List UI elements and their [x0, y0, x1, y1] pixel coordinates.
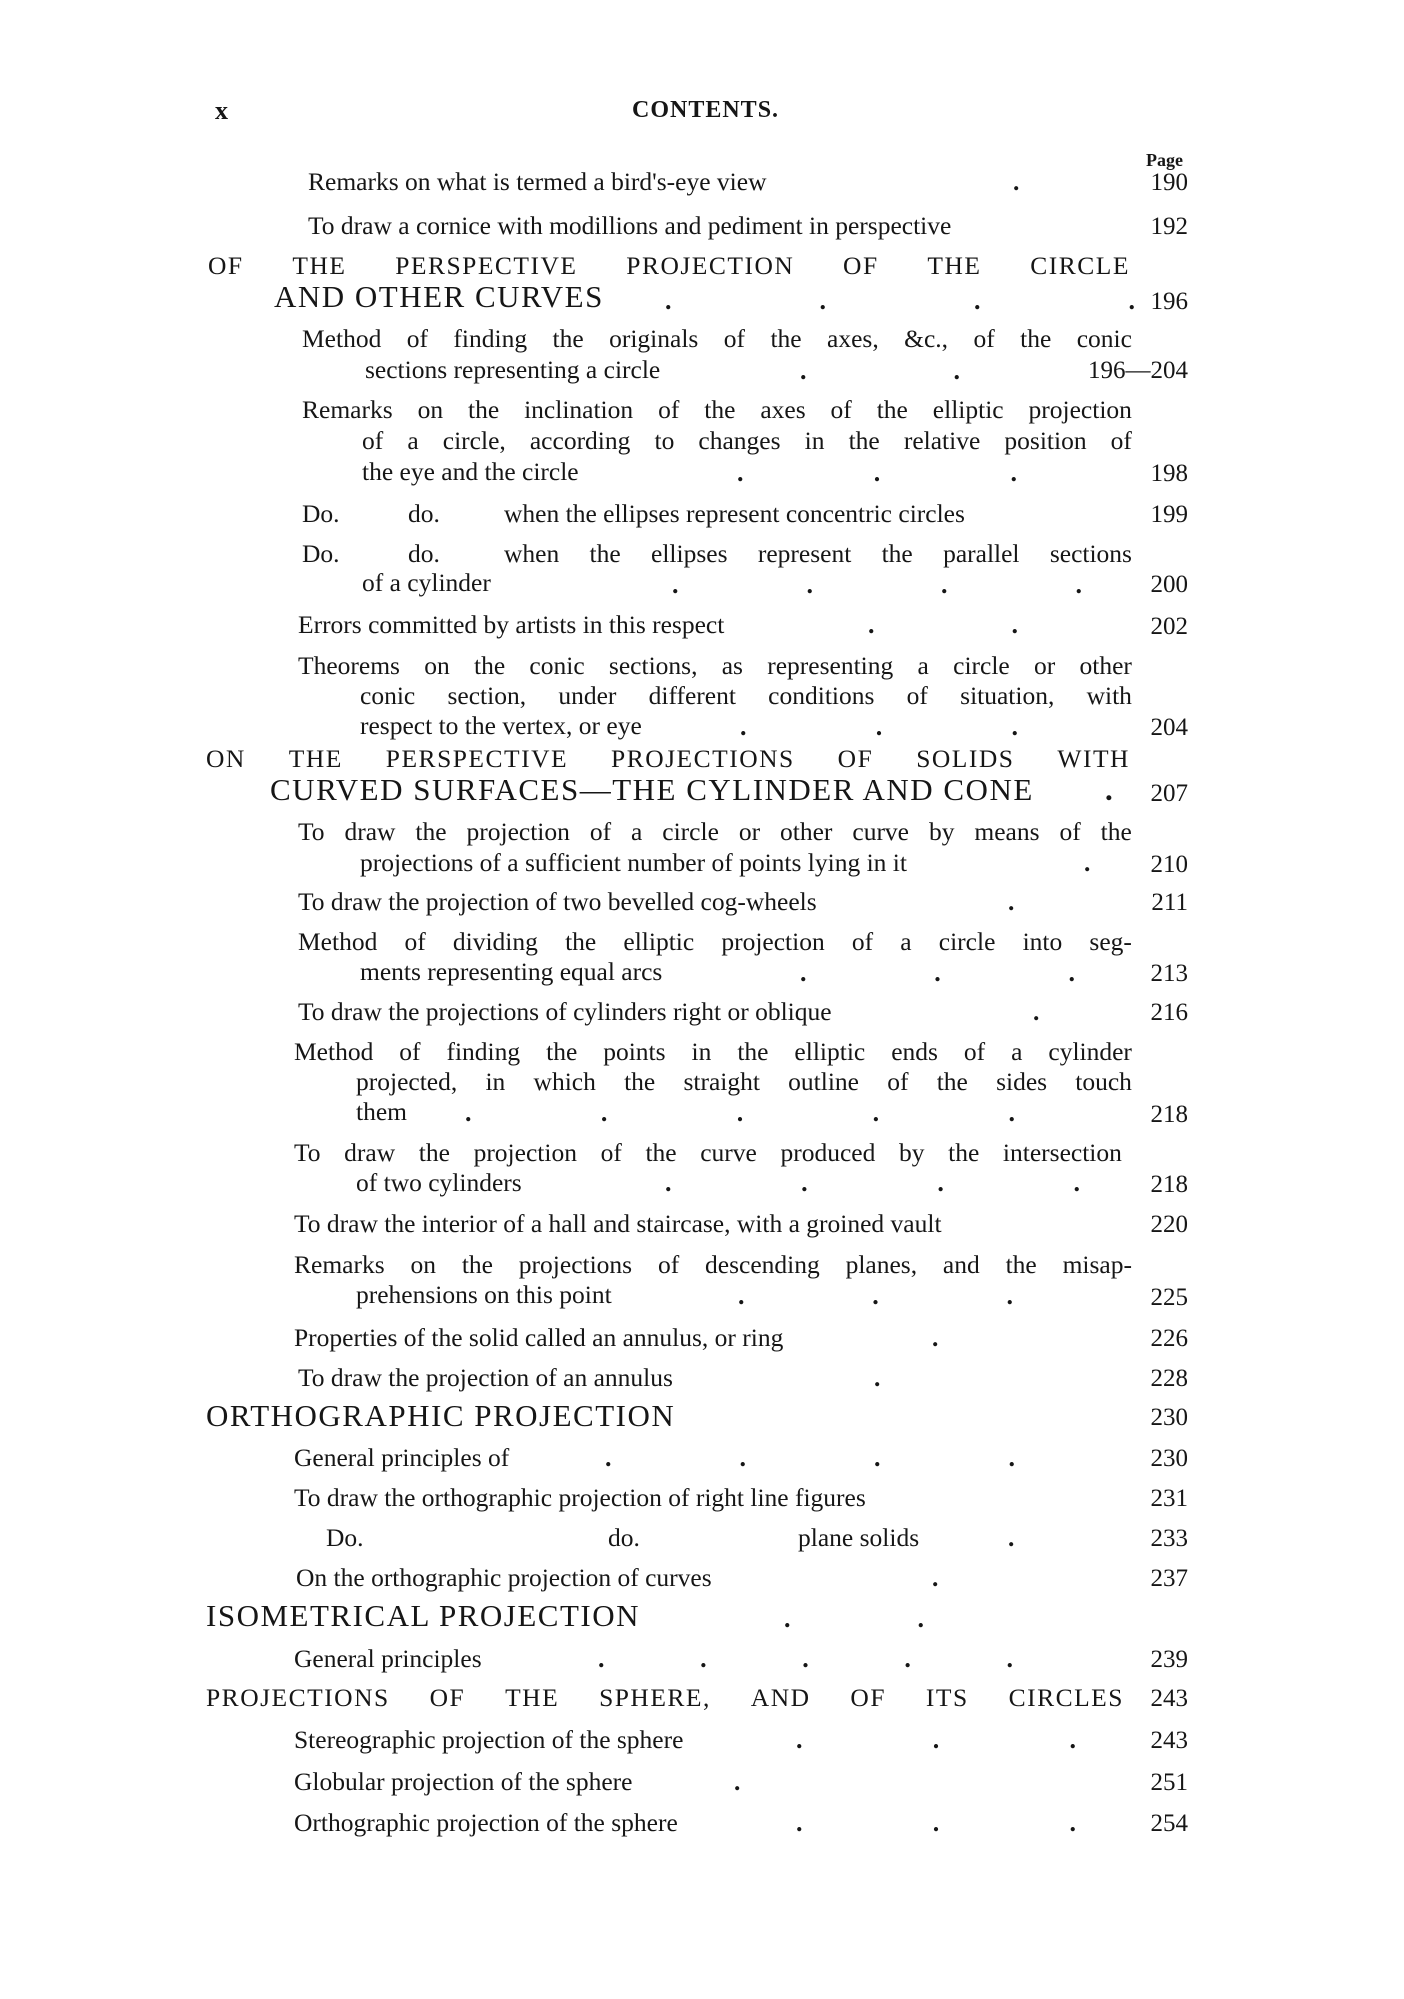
leader-dots: . .	[800, 356, 960, 385]
leader-dots: . . . . .	[465, 1098, 1015, 1127]
entry-text-cont	[360, 680, 1132, 711]
leader-dots: . .	[868, 610, 1018, 639]
leader-dots: . . . .	[665, 286, 1135, 315]
page-ref: 230	[1150, 1445, 1188, 1472]
justified-line: Method of dividing the elliptic projection of a circle into seg-	[298, 927, 1132, 956]
page-ref: 225	[1150, 1284, 1188, 1311]
section-heading: CURVED SURFACES—THE CYLINDER AND CONE	[270, 772, 1034, 807]
page-ref: 231	[1150, 1485, 1188, 1512]
justified-line: conic section, under different conditions of situation, with	[360, 681, 1132, 710]
justified-line: ON THE PERSPECTIVE PROJECTIONS OF SOLIDS WITH	[206, 744, 1130, 773]
justified-line: To draw the projection of a circle or other curve by means of the	[298, 817, 1132, 846]
justified-line: Remarks on the inclination of the axes of the elliptic projection	[302, 395, 1132, 424]
page-ref: 196—204	[1088, 357, 1188, 384]
page-ref: 237	[1150, 1565, 1188, 1592]
leader-dots: .	[1013, 167, 1020, 196]
entry-text-cont: respect to the vertex, or eye	[360, 711, 642, 740]
page-ref: 228	[1150, 1365, 1188, 1392]
entry-text	[298, 816, 1132, 847]
justified-line: OF THE PERSPECTIVE PROJECTION OF THE CIRCLE	[208, 251, 1130, 280]
leader-dots: .	[874, 1363, 881, 1392]
entry-text-cont: ments representing equal arcs	[360, 957, 663, 986]
page-ref: 243	[1150, 1727, 1188, 1754]
entry-text	[294, 1036, 1132, 1067]
ditto-mark: Do.	[326, 1523, 364, 1552]
page-column-label: Page	[1146, 150, 1183, 170]
leader-dots: . . . .	[665, 1168, 1080, 1197]
page-ref: 211	[1151, 889, 1188, 916]
page-ref: 251	[1150, 1769, 1188, 1796]
leader-dots: .	[1105, 772, 1115, 807]
entry-text: Stereographic projection of the sphere	[294, 1725, 684, 1754]
leader-dots: .	[932, 1563, 939, 1592]
page-number: x	[215, 96, 229, 125]
justified-line: Method of finding the points in the elliptic ends of a cylinder	[294, 1037, 1132, 1066]
page-ref: 218	[1150, 1101, 1188, 1128]
entry-text-cont: them	[356, 1097, 407, 1126]
justified-line: of a circle, according to changes in the relative position of	[362, 426, 1132, 455]
entry-text-cont: projections of a sufficient number of points lying in it	[360, 848, 907, 877]
entry-text	[302, 394, 1132, 425]
section-heading	[206, 1682, 1124, 1713]
page-ref: 210	[1150, 851, 1188, 878]
leader-dots: .	[1008, 887, 1015, 916]
page-ref: 196	[1150, 288, 1188, 315]
page-ref: 192	[1150, 213, 1188, 240]
leader-dots: . . . .	[672, 570, 1082, 599]
entry-text: To draw the projections of cylinders right or oblique	[298, 997, 832, 1026]
section-heading	[208, 250, 1130, 281]
entry-text: Orthographic projection of the sphere	[294, 1808, 678, 1837]
entry-text-cont: sections representing a circle	[365, 355, 661, 384]
section-heading: ORTHOGRAPHIC PROJECTION	[206, 1398, 676, 1433]
page-ref: 204	[1150, 714, 1188, 741]
justified-line: projected, in which the straight outline of the sides touch	[356, 1067, 1132, 1096]
page-ref: 216	[1150, 999, 1188, 1026]
leader-dots: . .	[784, 1604, 924, 1633]
entry-text: Errors committed by artists in this respect	[298, 610, 725, 639]
entry-text	[298, 650, 1132, 681]
leader-dots: . . .	[740, 712, 1018, 741]
entry-text: plane solids	[798, 1523, 920, 1552]
page-ref: 199	[1150, 501, 1188, 528]
page-ref: 239	[1150, 1646, 1188, 1673]
leader-dots: . . .	[800, 958, 1075, 987]
page-ref: 190	[1150, 169, 1188, 196]
page-ref: 202	[1150, 613, 1188, 640]
page-ref: 207	[1150, 780, 1188, 807]
ditto-mark: do.	[408, 539, 440, 568]
entry-text: To draw the projection of an annulus	[298, 1363, 673, 1392]
entry-text: when the ellipses represent concentric circles	[504, 499, 965, 528]
leader-dots: . . . .	[605, 1443, 1015, 1472]
entry-text	[302, 323, 1132, 354]
justified-line: Remarks on the projections of descending planes, and the misap-	[294, 1250, 1132, 1279]
section-heading: AND OTHER CURVES	[274, 279, 604, 314]
leader-dots: .	[1008, 1523, 1015, 1552]
entry-text: Remarks on what is termed a bird's-eye view	[308, 167, 767, 196]
leader-dots: .	[1033, 997, 1040, 1026]
page-ref: 254	[1150, 1810, 1188, 1837]
ditto-mark: do.	[408, 499, 440, 528]
section-heading	[206, 743, 1130, 774]
leader-dots: .	[734, 1767, 741, 1796]
justified-line: To draw the projection of the curve produced by the intersection	[294, 1138, 1122, 1167]
entry-text	[298, 926, 1132, 957]
ditto-mark: do.	[608, 1523, 640, 1552]
section-heading: ISOMETRICAL PROJECTION	[206, 1598, 641, 1633]
entry-text: On the orthographic projection of curves	[296, 1563, 712, 1592]
entry-text: To draw the projection of two bevelled cog-wheels	[298, 887, 817, 916]
page-ref: 200	[1150, 571, 1188, 598]
entry-text-cont: of two cylinders	[356, 1168, 522, 1197]
entry-text: Properties of the solid called an annulus, or ring	[294, 1323, 784, 1352]
leader-dots: . . .	[737, 458, 1017, 487]
justified-line: PROJECTIONS OF THE SPHERE, AND OF ITS CIRCLES	[206, 1683, 1124, 1712]
leader-dots: . . . . .	[598, 1644, 1013, 1673]
entry-text-cont: the eye and the circle	[362, 457, 579, 486]
entry-text	[294, 1137, 1122, 1168]
entry-text: To draw a cornice with modillions and pediment in perspective	[308, 211, 952, 240]
page-ref: 226	[1150, 1325, 1188, 1352]
page-ref: 218	[1150, 1171, 1188, 1198]
entry-text: To draw the interior of a hall and staircase, with a groined vault	[294, 1209, 942, 1238]
entry-text: General principles	[294, 1644, 482, 1673]
page-ref: 198	[1150, 460, 1188, 487]
entry-text	[504, 538, 1132, 569]
justified-line: Method of finding the originals of the axes, &c., of the conic	[302, 324, 1132, 353]
entry-text-cont	[356, 1066, 1132, 1097]
leader-dots: .	[1084, 848, 1091, 877]
leader-dots: . . .	[796, 1808, 1076, 1837]
ditto-mark: Do.	[302, 539, 340, 568]
entry-text: General principles of	[294, 1443, 510, 1472]
justified-line: Theorems on the conic sections, as representing a circle or other	[298, 651, 1132, 680]
running-title: CONTENTS.	[632, 97, 780, 123]
page-ref: 220	[1150, 1211, 1188, 1238]
page-ref: 233	[1150, 1525, 1188, 1552]
leader-dots: . . .	[738, 1281, 1013, 1310]
page-ref: 213	[1150, 960, 1188, 987]
justified-line: when the ellipses represent the parallel sections	[504, 539, 1132, 568]
entry-text-cont: of a cylinder	[362, 568, 491, 597]
entry-text: To draw the orthographic projection of right line figures	[294, 1483, 866, 1512]
entry-text	[294, 1249, 1132, 1280]
leader-dots: .	[932, 1323, 939, 1352]
entry-text: Globular projection of the sphere	[294, 1767, 633, 1796]
leader-dots: . . .	[796, 1725, 1076, 1754]
entry-text-cont	[362, 425, 1132, 456]
ditto-mark: Do.	[302, 499, 340, 528]
page-ref: 243	[1150, 1685, 1188, 1712]
page-ref: 230	[1150, 1404, 1188, 1431]
entry-text-cont: prehensions on this point	[356, 1280, 612, 1309]
